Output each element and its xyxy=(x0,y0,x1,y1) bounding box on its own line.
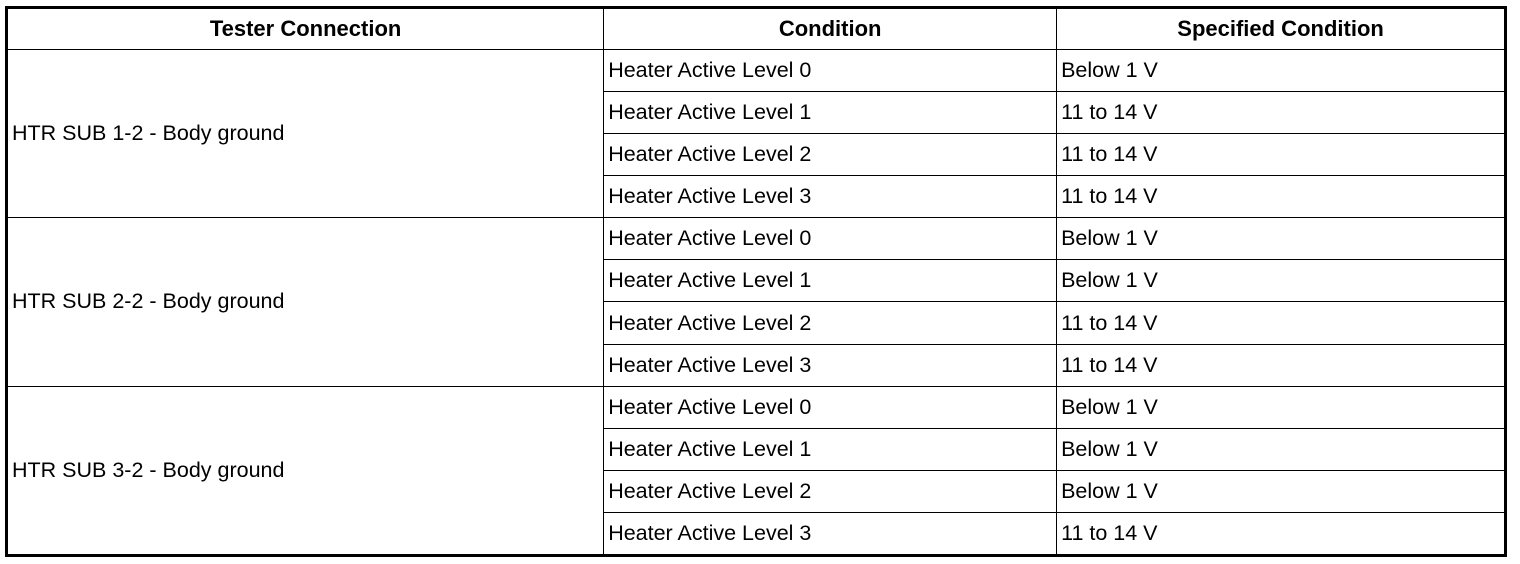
condition-cell: Heater Active Level 3 xyxy=(604,344,1057,386)
tester-connection-cell: HTR SUB 3-2 - Body ground xyxy=(7,386,604,555)
condition-cell: Heater Active Level 3 xyxy=(604,512,1057,555)
specified-condition-cell: 11 to 14 V xyxy=(1057,302,1506,344)
header-row xyxy=(7,8,1506,50)
specified-condition-cell: Below 1 V xyxy=(1057,386,1506,428)
specified-condition-cell: 11 to 14 V xyxy=(1057,92,1506,134)
condition-cell: Heater Active Level 2 xyxy=(604,470,1057,512)
specified-condition-cell: 11 to 14 V xyxy=(1057,512,1506,555)
specified-condition-cell: Below 1 V xyxy=(1057,218,1506,260)
condition-cell: Heater Active Level 1 xyxy=(604,428,1057,470)
specification-table xyxy=(5,6,1507,557)
table-row xyxy=(7,50,1506,92)
condition-cell: Heater Active Level 0 xyxy=(604,218,1057,260)
specified-condition-cell: 11 to 14 V xyxy=(1057,176,1506,218)
tester-connection-cell: HTR SUB 1-2 - Body ground xyxy=(7,50,604,218)
header-specified-condition: Specified Condition xyxy=(1057,8,1506,50)
header-tester-connection: Tester Connection xyxy=(7,8,604,50)
specified-condition-cell: 11 to 14 V xyxy=(1057,344,1506,386)
specified-condition-cell: 11 to 14 V xyxy=(1057,134,1506,176)
condition-cell: Heater Active Level 1 xyxy=(604,92,1057,134)
condition-cell: Heater Active Level 3 xyxy=(604,176,1057,218)
specified-condition-cell: Below 1 V xyxy=(1057,260,1506,302)
specified-condition-cell: Below 1 V xyxy=(1057,428,1506,470)
specified-condition-cell: Below 1 V xyxy=(1057,50,1506,92)
condition-cell: Heater Active Level 1 xyxy=(604,260,1057,302)
header-condition: Condition xyxy=(604,8,1057,50)
condition-cell: Heater Active Level 2 xyxy=(604,134,1057,176)
condition-cell: Heater Active Level 2 xyxy=(604,302,1057,344)
condition-cell: Heater Active Level 0 xyxy=(604,50,1057,92)
condition-cell: Heater Active Level 0 xyxy=(604,386,1057,428)
specified-condition-cell: Below 1 V xyxy=(1057,470,1506,512)
table-row xyxy=(7,386,1506,428)
table-row xyxy=(7,218,1506,260)
tester-connection-cell: HTR SUB 2-2 - Body ground xyxy=(7,218,604,386)
